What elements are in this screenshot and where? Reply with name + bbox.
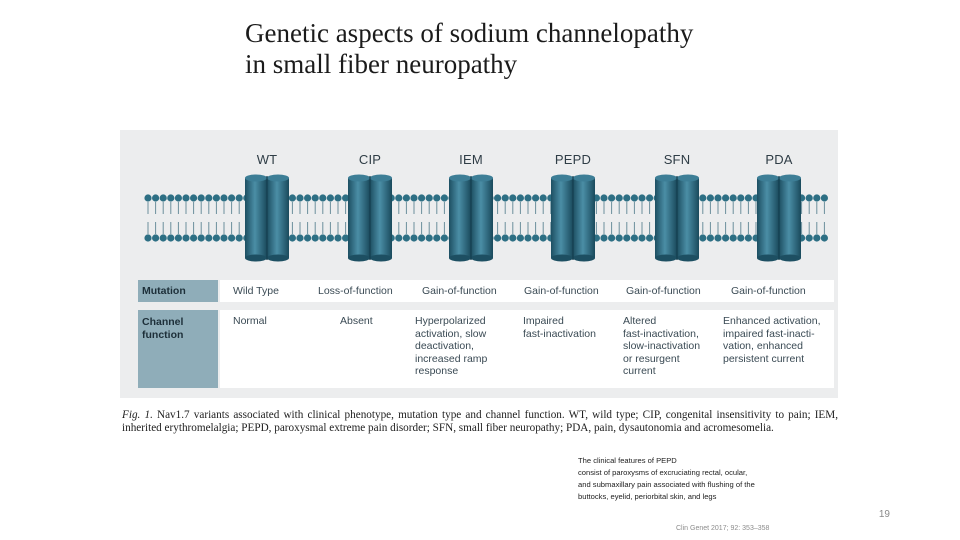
function-line: or resurgent <box>623 352 680 365</box>
row-header-channel-line-2: function <box>142 329 184 341</box>
mutation-cell-sfn: Gain-of-function <box>626 285 701 297</box>
function-line: fast-inactivation, <box>623 327 699 340</box>
sodium-channel-icon <box>757 175 801 262</box>
function-line: current <box>623 365 656 377</box>
slide-title-line-2: in small fiber neuropathy <box>245 49 518 79</box>
function-line: Hyperpolarized <box>415 315 486 327</box>
mutation-cell-pepd: Gain-of-function <box>524 285 599 297</box>
slide-title <box>245 18 805 80</box>
figure-panel <box>120 130 838 398</box>
row-header-channel-function <box>138 310 218 388</box>
note-line-4: buttocks, eyelid, periorbital skin, and legs <box>578 492 717 501</box>
sodium-channel-icon <box>348 175 392 262</box>
page-number: 19 <box>878 509 890 520</box>
function-line: deactivation, <box>415 340 474 352</box>
slide-title-line-1: Genetic aspects of sodium channelopathy <box>245 18 694 48</box>
function-line: increased ramp <box>415 352 488 365</box>
sodium-channel-icon <box>449 175 493 262</box>
sodium-channel-icon <box>245 175 289 262</box>
function-line: persistent current <box>723 352 805 365</box>
caption-text: Nav1.7 variants associated with clinical phenotype, mutation type and channel function. WT, wild type; CIP, congenital insensitivity to pain; IEM, inherited erythromelalgia; PEPD, paroxysmal extreme pain disorder; SFN, small fiber neuropathy; PDA, pain, dysautonomia and acromesomelia. <box>122 409 838 434</box>
pepd-note <box>578 455 818 503</box>
variant-label-pda: PDA <box>765 152 793 167</box>
function-cell-cip <box>340 315 373 328</box>
mutation-cell-cip: Loss-of-function <box>318 285 393 297</box>
function-cell-sfn <box>623 315 700 378</box>
mutation-cell-wt: Wild Type <box>233 285 279 297</box>
variant-label-pepd: PEPD <box>554 152 592 167</box>
variant-table <box>138 280 838 398</box>
citation: Clin Genet 2017; 92: 353–358 <box>676 525 770 532</box>
note-line-3: and submaxillary pain associated with flushing of the <box>578 480 755 489</box>
function-cell-iem <box>415 315 487 378</box>
caption-label: Fig. 1. <box>122 409 153 421</box>
variant-label-iem: IEM <box>459 152 483 167</box>
row-header-channel-line-1: Channel <box>142 316 184 328</box>
function-line: Absent <box>340 315 373 327</box>
function-cell-pepd <box>523 315 596 340</box>
note-line-2: consist of paroxysms of excruciating rectal, ocular, <box>578 468 748 477</box>
sodium-channel-icon <box>551 175 595 262</box>
function-line: vation, enhanced <box>723 340 803 352</box>
variant-label-sfn: SFN <box>663 152 691 167</box>
function-line: Altered <box>623 315 657 327</box>
function-line: activation, slow <box>415 327 487 340</box>
variant-label-cip: CIP <box>358 152 382 167</box>
row-header-mutation: Mutation <box>138 280 218 302</box>
membrane-illustration <box>120 168 838 268</box>
mutation-cell-iem: Gain-of-function <box>422 285 497 297</box>
function-line: Normal <box>233 315 267 327</box>
function-line: Enhanced activation, <box>723 315 821 327</box>
function-line: Impaired <box>523 315 564 327</box>
function-cell-pda <box>723 315 820 365</box>
function-cell-wt <box>233 315 267 328</box>
variant-label-wt: WT <box>256 152 278 167</box>
function-line: slow-inactivation <box>623 340 701 352</box>
function-line: impaired fast-inacti- <box>723 327 815 340</box>
function-line: fast-inactivation <box>523 327 596 340</box>
mutation-cell-pda: Gain-of-function <box>731 285 806 297</box>
note-line-1: The clinical features of PEPD <box>578 456 677 465</box>
sodium-channel-icon <box>655 175 699 262</box>
figure-caption <box>122 409 838 435</box>
function-line: response <box>415 365 459 377</box>
